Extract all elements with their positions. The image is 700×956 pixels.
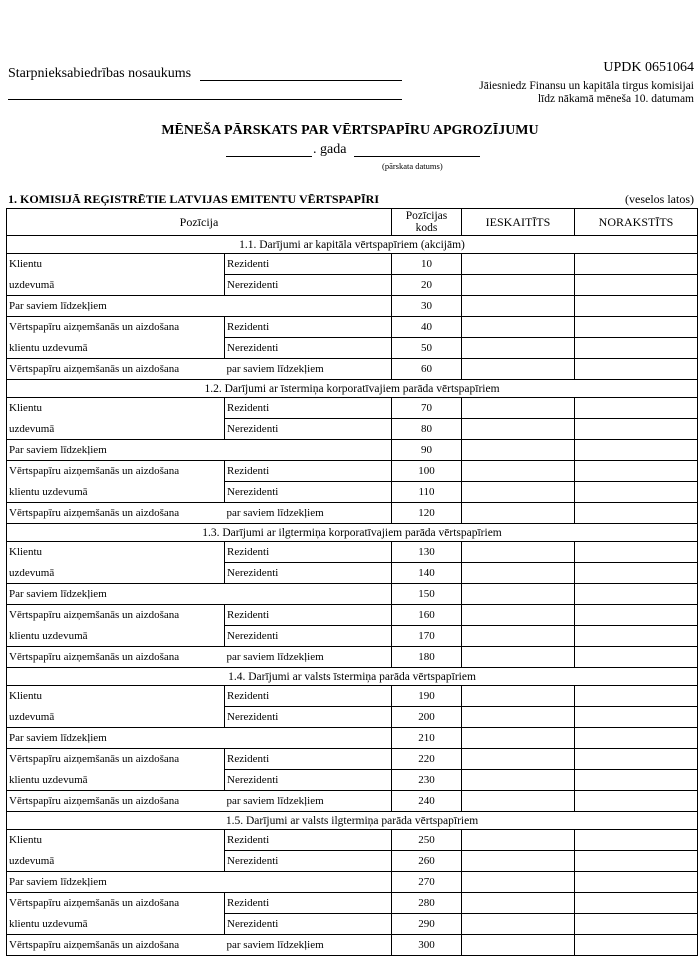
debited-value-cell[interactable] (575, 338, 698, 359)
table-row (7, 296, 698, 317)
credited-value-cell[interactable] (462, 791, 575, 812)
table-row (7, 626, 698, 647)
header-position: Pozīcija (7, 209, 392, 236)
turnover-table (6, 208, 698, 956)
form-code: UPDK 0651064 (603, 60, 694, 75)
table-row (7, 872, 698, 893)
credited-value-cell[interactable] (462, 647, 575, 668)
position-code: 270 (392, 872, 462, 893)
credited-value-cell[interactable] (462, 626, 575, 647)
row-label: Vērtspapīru aizņemšanās un aizdošana (7, 461, 225, 482)
position-code: 220 (392, 749, 462, 770)
row-sublabel: Rezidenti (225, 830, 392, 851)
debited-value-cell[interactable] (575, 254, 698, 275)
row-sublabel: par saviem līdzekļiem (225, 791, 392, 812)
group-title-row (7, 812, 698, 830)
credited-value-cell[interactable] (462, 851, 575, 872)
row-label: Vērtspapīru aizņemšanās un aizdošana (7, 647, 225, 668)
credited-value-cell[interactable] (462, 563, 575, 584)
table-row (7, 440, 698, 461)
group-title-row (7, 236, 698, 254)
group-title: 1.1. Darījumi ar kapitāla vērtspapīriem (akcijām) (7, 236, 698, 254)
table-row (7, 914, 698, 935)
row-sublabel: Rezidenti (225, 542, 392, 563)
credited-value-cell[interactable] (462, 542, 575, 563)
position-code: 210 (392, 728, 462, 749)
debited-value-cell[interactable] (575, 851, 698, 872)
debited-value-cell[interactable] (575, 914, 698, 935)
table-row (7, 584, 698, 605)
row-sublabel: Rezidenti (225, 893, 392, 914)
debited-value-cell[interactable] (575, 770, 698, 791)
table-row (7, 542, 698, 563)
row-label: Klientu (7, 686, 225, 707)
row-sublabel: par saviem līdzekļiem (225, 935, 392, 956)
group-title: 1.5. Darījumi ar valsts ilgtermiņa parāda vērtspapīriem (7, 812, 698, 830)
credited-value-cell[interactable] (462, 317, 575, 338)
position-code: 280 (392, 893, 462, 914)
group-title: 1.4. Darījumi ar valsts īstermiņa parāda vērtspapīriem (7, 668, 698, 686)
row-label: Vērtspapīru aizņemšanās un aizdošana (7, 605, 225, 626)
row-sublabel: Nerezidenti (225, 419, 392, 440)
row-label: Par saviem līdzekļiem (7, 584, 392, 605)
position-code: 240 (392, 791, 462, 812)
row-label: Klientu (7, 830, 225, 851)
debited-value-cell[interactable] (575, 542, 698, 563)
page-title: MĒNEŠA PĀRSKATS PAR VĒRTSPAPĪRU APGROZĪJUMU (161, 123, 539, 138)
row-label: Klientu (7, 254, 225, 275)
credited-value-cell[interactable] (462, 686, 575, 707)
row-label: Vērtspapīru aizņemšanās un aizdošana (7, 749, 225, 770)
credited-value-cell[interactable] (462, 749, 575, 770)
table-row (7, 461, 698, 482)
row-sublabel: par saviem līdzekļiem (225, 359, 392, 380)
row-label: klientu uzdevumā (7, 338, 225, 359)
table-row (7, 728, 698, 749)
position-code: 250 (392, 830, 462, 851)
debited-value-cell[interactable] (575, 626, 698, 647)
debited-value-cell[interactable] (575, 482, 698, 503)
row-sublabel: Nerezidenti (225, 338, 392, 359)
position-code: 150 (392, 584, 462, 605)
debited-value-cell[interactable] (575, 563, 698, 584)
row-label: Par saviem līdzekļiem (7, 872, 392, 893)
debited-value-cell[interactable] (575, 419, 698, 440)
header-debited: NORAKSTĪTS (575, 209, 698, 236)
row-label: Vērtspapīru aizņemšanās un aizdošana (7, 503, 225, 524)
row-label: Klientu (7, 542, 225, 563)
row-sublabel: Nerezidenti (225, 851, 392, 872)
position-code: 80 (392, 419, 462, 440)
row-label: Vērtspapīru aizņemšanās un aizdošana (7, 359, 225, 380)
row-label: Vērtspapīru aizņemšanās un aizdošana (7, 935, 225, 956)
table-header-row (7, 209, 698, 236)
debited-value-cell[interactable] (575, 317, 698, 338)
year-field[interactable] (226, 156, 312, 157)
table-row (7, 254, 698, 275)
row-sublabel: Nerezidenti (225, 707, 392, 728)
row-sublabel: Rezidenti (225, 749, 392, 770)
table-row (7, 398, 698, 419)
debited-value-cell[interactable] (575, 398, 698, 419)
company-name-label: Starpnieksabiedrības nosaukums (8, 66, 192, 81)
row-sublabel: Rezidenti (225, 461, 392, 482)
row-sublabel: Rezidenti (225, 686, 392, 707)
position-code: 30 (392, 296, 462, 317)
debited-value-cell[interactable] (575, 872, 698, 893)
table-row (7, 338, 698, 359)
position-code: 130 (392, 542, 462, 563)
debited-value-cell[interactable] (575, 728, 698, 749)
position-code: 160 (392, 605, 462, 626)
report-date-field[interactable] (354, 156, 480, 157)
debited-value-cell[interactable] (575, 584, 698, 605)
header-code: Pozīcijas kods (392, 209, 462, 236)
table-row (7, 830, 698, 851)
debited-value-cell[interactable] (575, 503, 698, 524)
credited-value-cell[interactable] (462, 770, 575, 791)
table-row (7, 686, 698, 707)
row-sublabel: Nerezidenti (225, 482, 392, 503)
row-label: uzdevumā (7, 419, 225, 440)
row-sublabel: Rezidenti (225, 254, 392, 275)
table-row (7, 770, 698, 791)
table-row (7, 707, 698, 728)
row-label: Vērtspapīru aizņemšanās un aizdošana (7, 791, 225, 812)
position-code: 170 (392, 626, 462, 647)
table-row (7, 791, 698, 812)
row-label: Par saviem līdzekļiem (7, 296, 392, 317)
row-label: uzdevumā (7, 851, 225, 872)
position-code: 90 (392, 440, 462, 461)
debited-value-cell[interactable] (575, 440, 698, 461)
debited-value-cell[interactable] (575, 461, 698, 482)
credited-value-cell[interactable] (462, 935, 575, 956)
position-code: 110 (392, 482, 462, 503)
credited-value-cell[interactable] (462, 296, 575, 317)
report-date-hint: (pārskata datums) (382, 161, 443, 171)
table-row (7, 563, 698, 584)
row-label: Par saviem līdzekļiem (7, 440, 392, 461)
position-code: 50 (392, 338, 462, 359)
position-code: 40 (392, 317, 462, 338)
table-row (7, 893, 698, 914)
debited-value-cell[interactable] (575, 791, 698, 812)
debited-value-cell[interactable] (575, 707, 698, 728)
position-code: 10 (392, 254, 462, 275)
row-label: Par saviem līdzekļiem (7, 728, 392, 749)
table-row (7, 419, 698, 440)
row-sublabel: Nerezidenti (225, 563, 392, 584)
credited-value-cell[interactable] (462, 893, 575, 914)
credited-value-cell[interactable] (462, 914, 575, 935)
row-sublabel: Rezidenti (225, 605, 392, 626)
debited-value-cell[interactable] (575, 647, 698, 668)
position-code: 140 (392, 563, 462, 584)
debited-value-cell[interactable] (575, 296, 698, 317)
group-title-row (7, 524, 698, 542)
group-title-row (7, 668, 698, 686)
position-code: 260 (392, 851, 462, 872)
submit-note-line2: līdz nākamā mēneša 10. datumam (537, 93, 694, 105)
row-sublabel: Nerezidenti (225, 626, 392, 647)
row-sublabel: Nerezidenti (225, 275, 392, 296)
credited-value-cell[interactable] (462, 605, 575, 626)
debited-value-cell[interactable] (575, 830, 698, 851)
row-sublabel: Rezidenti (225, 317, 392, 338)
row-label: klientu uzdevumā (7, 482, 225, 503)
credited-value-cell[interactable] (462, 419, 575, 440)
table-row (7, 851, 698, 872)
debited-value-cell[interactable] (575, 605, 698, 626)
credited-value-cell[interactable] (462, 398, 575, 419)
debited-value-cell[interactable] (575, 686, 698, 707)
row-label: uzdevumā (7, 275, 225, 296)
credited-value-cell[interactable] (462, 359, 575, 380)
credited-value-cell[interactable] (462, 275, 575, 296)
debited-value-cell[interactable] (575, 359, 698, 380)
credited-value-cell[interactable] (462, 482, 575, 503)
position-code: 200 (392, 707, 462, 728)
position-code: 20 (392, 275, 462, 296)
table-row (7, 482, 698, 503)
credited-value-cell[interactable] (462, 707, 575, 728)
credited-value-cell[interactable] (462, 461, 575, 482)
table-row (7, 275, 698, 296)
credited-value-cell[interactable] (462, 338, 575, 359)
company-name-field-2[interactable] (8, 99, 402, 100)
row-sublabel: par saviem līdzekļiem (225, 647, 392, 668)
debited-value-cell[interactable] (575, 893, 698, 914)
section-title: 1. KOMISIJĀ REĢISTRĒTIE LATVIJAS EMITENTU VĒRTSPAPĪRI (8, 192, 379, 206)
row-sublabel: Rezidenti (225, 398, 392, 419)
debited-value-cell[interactable] (575, 275, 698, 296)
row-label: Klientu (7, 398, 225, 419)
position-code: 100 (392, 461, 462, 482)
row-label: klientu uzdevumā (7, 914, 225, 935)
table-row (7, 317, 698, 338)
submit-note-line1: Jāiesniedz Finansu un kapitāla tirgus komisijai (479, 80, 694, 92)
position-code: 70 (392, 398, 462, 419)
row-label: klientu uzdevumā (7, 626, 225, 647)
table-row (7, 359, 698, 380)
credited-value-cell[interactable] (462, 872, 575, 893)
table-row (7, 605, 698, 626)
company-name-field[interactable] (200, 80, 402, 81)
table-row (7, 749, 698, 770)
position-code: 230 (392, 770, 462, 791)
row-label: Vērtspapīru aizņemšanās un aizdošana (7, 317, 225, 338)
position-code: 180 (392, 647, 462, 668)
row-sublabel: Nerezidenti (225, 770, 392, 791)
row-label: uzdevumā (7, 563, 225, 584)
row-sublabel: Nerezidenti (225, 914, 392, 935)
table-row (7, 935, 698, 956)
position-code: 300 (392, 935, 462, 956)
credited-value-cell[interactable] (462, 728, 575, 749)
credited-value-cell[interactable] (462, 503, 575, 524)
credited-value-cell[interactable] (462, 440, 575, 461)
row-label: klientu uzdevumā (7, 770, 225, 791)
units-note: (veselos latos) (625, 192, 694, 206)
group-title: 1.2. Darījumi ar īstermiņa korporatīvajiem parāda vērtspapīriem (7, 380, 698, 398)
position-code: 60 (392, 359, 462, 380)
row-label: Vērtspapīru aizņemšanās un aizdošana (7, 893, 225, 914)
position-code: 290 (392, 914, 462, 935)
credited-value-cell[interactable] (462, 584, 575, 605)
year-label: . gada (313, 142, 347, 157)
debited-value-cell[interactable] (575, 749, 698, 770)
row-label: uzdevumā (7, 707, 225, 728)
position-code: 120 (392, 503, 462, 524)
credited-value-cell[interactable] (462, 254, 575, 275)
position-code: 190 (392, 686, 462, 707)
table-row (7, 647, 698, 668)
header-credited: IESKAITĪTS (462, 209, 575, 236)
row-sublabel: par saviem līdzekļiem (225, 503, 392, 524)
group-title-row (7, 380, 698, 398)
credited-value-cell[interactable] (462, 830, 575, 851)
group-title: 1.3. Darījumi ar ilgtermiņa korporatīvajiem parāda vērtspapīriem (7, 524, 698, 542)
debited-value-cell[interactable] (575, 935, 698, 956)
table-row (7, 503, 698, 524)
